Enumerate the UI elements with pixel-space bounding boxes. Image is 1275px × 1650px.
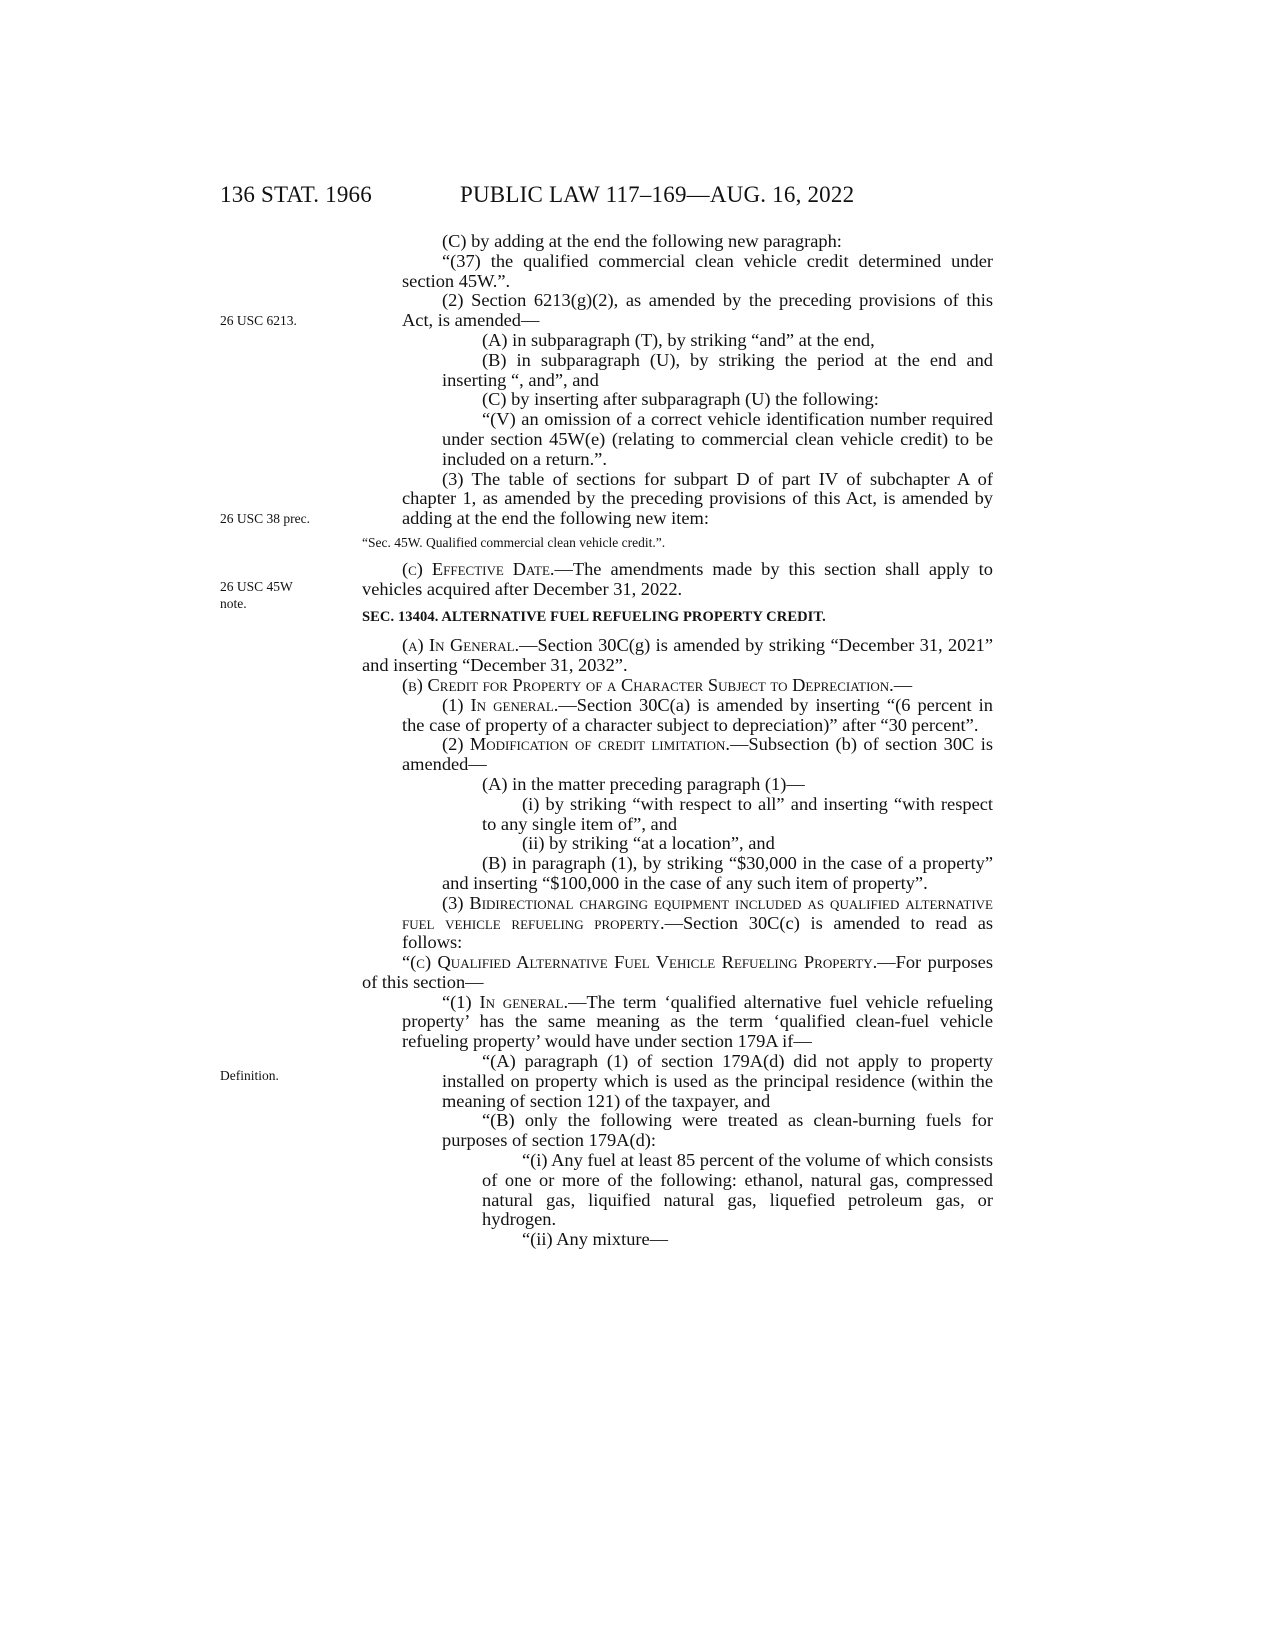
paragraph: (A) in subparagraph (T), by striking “and” at the end, [482,329,875,350]
paragraph: (B) in subparagraph (U), by striking the period at the end and inserting “, and”, and [442,349,993,390]
document-body [362,232,993,1250]
paragraph: (B) in paragraph (1), by striking “$30,000 in the case of a property” and inserting “$100,000 in the case of any such item of property”. [442,853,993,893]
paragraph-text: —The amendments made by this section shall apply to vehicles acquired after December 31, 2022. [362,558,993,599]
margin-note-usc-45w-note: 26 USC 45W note. [220,579,293,611]
paragraph: (i) by striking “with respect to all” and inserting “with respect to any single item of”, and [482,793,993,834]
paragraph-heading: (1) In general. [442,694,559,715]
table-of-sections-item: “Sec. 45W. Qualified commercial clean vehicle credit.”. [362,534,666,550]
running-header-title: PUBLIC LAW 117–169—AUG. 16, 2022 [460,182,855,207]
paragraph-heading: (2) Modification of credit limitation. [442,734,731,755]
paragraph [362,894,993,953]
paragraph: “(B) only the following were treated as clean-burning fuels for purposes of section 179A(d): [442,1110,993,1151]
paragraph-heading: (3) Bidirectional charging equipment included as qualified alternative fuel vehicle refueling property. [402,892,993,933]
section-heading: SEC. 13404. ALTERNATIVE FUEL REFUELING PROPERTY CREDIT. [362,608,826,625]
paragraph: (2) Section 6213(g)(2), as amended by the preceding provisions of this Act, is amended— [402,290,993,331]
paragraph: “(i) Any fuel at least 85 percent of the volume of which consists of one or more of the following: ethanol, natural gas, compressed natural gas, liquified natural gas, liquefied petroleum gas, or hydrogen. [482,1150,993,1230]
paragraph-heading: “(1) In general. [442,991,569,1012]
paragraph-text: —For purposes of this section— [362,952,994,992]
paragraph-text: —Section 30C(g) is amended by striking “December 31, 2021” and inserting “December 31, 2032”. [362,635,993,676]
margin-note-usc-6213: 26 USC 6213. [220,313,297,328]
paragraph-heading: (b) Credit for Property of a Character Subject to Depreciation. [402,674,894,695]
stat-page-number: 136 STAT. 1966 [220,182,372,207]
paragraph [362,953,993,993]
paragraph: (ii) by striking “at a location”, and [522,833,775,854]
margin-note-definition: Definition. [220,1068,279,1083]
paragraph: (C) by inserting after subparagraph (U) the following: [482,389,879,410]
paragraph: “(A) paragraph (1) of section 179A(d) did not apply to property installed on property which is used as the principal residence (within the meaning of section 121) of the taxpayer, and [442,1051,993,1111]
paragraph: “(ii) Any mixture— [522,1229,669,1250]
paragraph [362,676,993,696]
paragraph-text: —Section 30C(a) is amended by inserting “(6 percent in the case of property of a character subject to depreciation)” after “30 percent”. [402,694,993,735]
paragraph: “(V) an omission of a correct vehicle identification number required under section 45W(e) (relating to commercial clean vehicle credit) to be included on a return.”. [442,409,993,469]
paragraph-text: —Section 30C(c) is amended to read as follows: [402,912,994,953]
paragraph-text: — [893,674,913,695]
margin-note-usc-38-prec: 26 USC 38 prec. [220,511,310,526]
paragraph-heading: (c) Effective Date. [402,558,555,579]
paragraph [362,560,993,600]
paragraph: (A) in the matter preceding paragraph (1)— [482,773,805,794]
paragraph-text: —Subsection (b) of section 30C is amended— [402,734,993,775]
paragraph-heading: (a) In General. [402,635,520,656]
paragraph [362,993,993,1052]
paragraph [362,696,993,736]
paragraph: (C) by adding at the end the following new paragraph: [442,231,842,251]
paragraph [362,735,993,775]
paragraph-text: —The term ‘qualified alternative fuel vehicle refueling property’ has the same meaning as the term ‘qualified clean-fuel vehicle refueling property’ would have under section 179A if— [402,991,993,1052]
paragraph-heading: “(c) Qualified Alternative Fuel Vehicle Refueling Property. [402,952,878,973]
paragraph: “(37) the qualified commercial clean vehicle credit determined under section 45W.”. [402,250,993,291]
paragraph [362,636,993,676]
paragraph: (3) The table of sections for subpart D of part IV of subchapter A of chapter 1, as amended by the preceding provisions of this Act, is amended by adding at the end the following new item: [402,468,993,529]
